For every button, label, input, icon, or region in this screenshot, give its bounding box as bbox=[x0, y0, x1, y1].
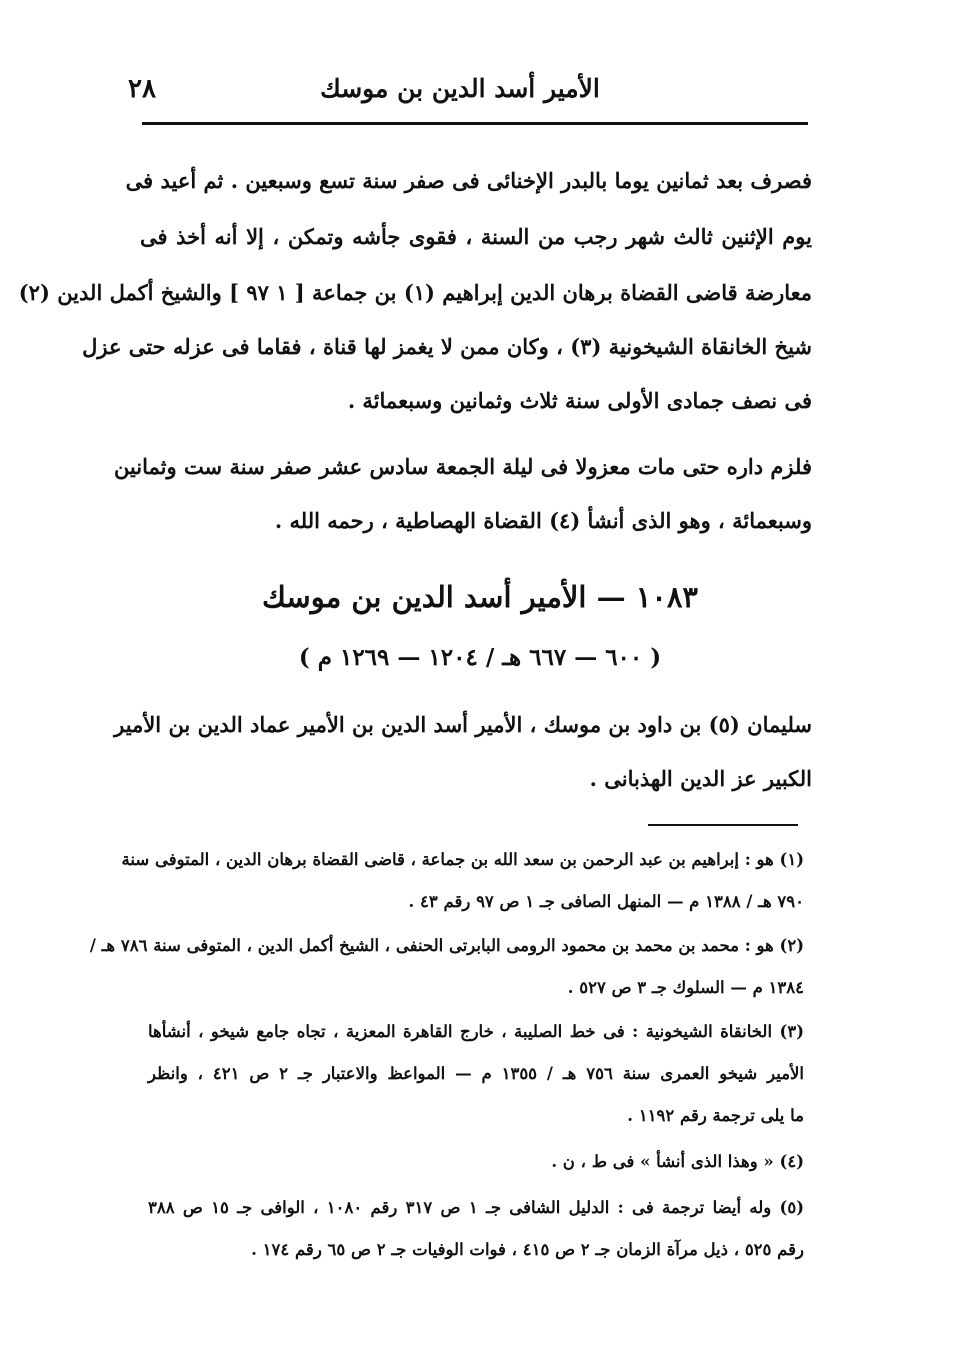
body-line: معارضة قاضى القضاة برهان الدين إبراهيم (١) بن جماعة [ ١ ٩٧ ] والشيخ أكمل الدين (٢) bbox=[18, 280, 812, 305]
footnote-rule bbox=[648, 824, 798, 826]
footnote-line: ١٣٨٤ م — السلوك جـ ٣ ص ٥٢٧ . bbox=[567, 978, 804, 997]
body-line: شيخ الخانقاة الشيخونية (٣) ، وكان ممن لا يغمز لها قناة ، فقاما فى عزله حتى عزل bbox=[82, 334, 812, 359]
body-line: فى نصف جمادى الأولى سنة ثلاث وثمانين وسبعمائة . bbox=[347, 388, 812, 413]
footnote-line: (٣) الخانقاة الشيخونية : فى خط الصليبة ، خارج القاهرة المعزية ، تجاه جامع شيخو ، أنشأها bbox=[148, 1022, 804, 1041]
page-number: ٢٨ bbox=[128, 74, 156, 104]
footnote-line: (٥) وله أيضا ترجمة فى : الدليل الشافى جـ ١ ص ٣١٧ رقم ١٠٨٠ ، الوافى جـ ١٥ ص ٣٨٨ bbox=[148, 1198, 805, 1217]
footnote-line: الأمير شيخو العمرى سنة ٧٥٦ هـ / ١٣٥٥ م — المواعظ والاعتبار جـ ٢ ص ٤٢١ ، وانظر bbox=[148, 1064, 805, 1083]
body-line: فلزم داره حتى مات معزولا فى ليلة الجمعة سادس عشر صفر سنة ست وثمانين bbox=[113, 454, 812, 479]
body-line: يوم الإثنين ثالث شهر رجب من السنة ، فقوى جأشه وتمكن ، إلا أنه أخذ فى bbox=[140, 224, 812, 249]
entry-title: ١٠٨٣ — الأمير أسد الدين بن موسك bbox=[261, 580, 698, 614]
entry-bio-line: الكبير عز الدين الهذبانى . bbox=[589, 766, 812, 791]
footnote-line: (٢) هو : محمد بن محمد بن محمود الرومى البابرتى الحنفى ، الشيخ أكمل الدين ، المتوفى سنة ٧٨٦ هـ / bbox=[89, 936, 804, 955]
body-line: فصرف بعد ثمانين يوما بالبدر الإخنائى فى صفر سنة تسع وسبعين . ثم أعيد فى bbox=[125, 168, 812, 193]
footnote-line: (٤) « وهذا الذى أنشأ » فى ط ، ن . bbox=[551, 1152, 804, 1171]
entry-dates: ( ٦٠٠ — ٦٦٧ هـ / ١٢٠٤ — ١٢٦٩ م ) bbox=[298, 644, 662, 671]
footnote-line: (١) هو : إبراهيم بن عبد الرحمن بن سعد الله بن جماعة ، قاضى القضاة برهان الدين ، المتوفى سنة bbox=[121, 850, 804, 869]
body-line: وسبعمائة ، وهو الذى أنشأ (٤) القضاة الهصاطية ، رحمه الله . bbox=[274, 508, 812, 533]
footnote-line: ما يلى ترجمة رقم ١١٩٢ . bbox=[627, 1106, 804, 1125]
header-rule bbox=[142, 122, 808, 125]
footnote-line: رقم ٥٢٥ ، ذيل مرآة الزمان جـ ٢ ص ٤١٥ ، فوات الوفيات جـ ٢ ص ٦٥ رقم ١٧٤ . bbox=[251, 1240, 804, 1259]
footnote-line: ٧٩٠ هـ / ١٣٨٨ م — المنهل الصافى جـ ١ ص ٩٧ رقم ٤٣ . bbox=[408, 892, 804, 911]
running-head: الأمير أسد الدين بن موسك bbox=[320, 74, 600, 103]
entry-bio-line: سليمان (٥) بن داود بن موسك ، الأمير أسد الدين بن الأمير عماد الدين بن الأمير bbox=[114, 712, 812, 737]
